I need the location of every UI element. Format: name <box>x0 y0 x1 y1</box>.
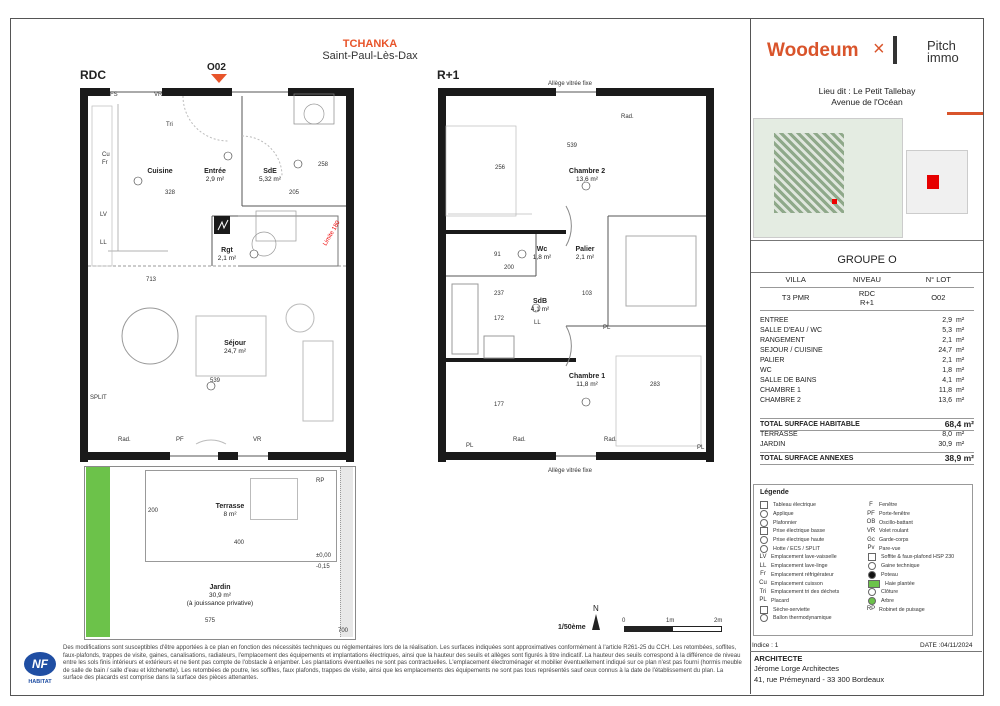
fs-label: FS <box>110 92 118 98</box>
annexe-name: TERRASSE <box>760 431 798 438</box>
legend-symbol-icon <box>868 588 876 596</box>
legend-item <box>758 579 868 588</box>
legend-symbol-icon: OB <box>866 519 876 526</box>
legend-symbol-icon <box>760 545 768 553</box>
lv-label: LV <box>100 212 107 218</box>
surface-unit: m² <box>956 347 965 354</box>
legend-label: Gaine technique <box>881 563 920 570</box>
legend-item <box>866 518 970 527</box>
legend-item <box>758 597 868 606</box>
scale-tick-1: 1m <box>666 618 675 624</box>
r1-dim-103: 103 <box>582 291 593 297</box>
legend-label: Garde-corps <box>879 537 909 544</box>
room-chambre2: Chambre 2 13,6 m² <box>568 168 606 183</box>
nf-logo-icon: NF <box>24 652 56 676</box>
legend-label: Fenêtre <box>879 502 898 509</box>
surface-row <box>760 396 974 406</box>
legend-symbol-icon <box>760 501 768 509</box>
project-city: Saint-Paul-Lès-Dax <box>322 50 418 62</box>
legend-item <box>866 544 970 553</box>
legend-item <box>866 605 970 614</box>
legend-symbol-icon: Gc <box>867 536 875 543</box>
legend-item <box>758 562 868 571</box>
legend-item <box>866 501 970 510</box>
surface-row <box>760 376 974 386</box>
legend-right <box>866 501 970 614</box>
surface-name: SALLE D'EAU / WC <box>760 327 823 334</box>
surface-unit: m² <box>956 337 965 344</box>
group-plan <box>906 150 968 214</box>
legend-item <box>758 501 868 510</box>
surface-value <box>930 346 974 356</box>
lot-col-num: N° LOT <box>925 275 951 284</box>
dim-713: 713 <box>146 277 157 283</box>
legend-item <box>758 527 868 536</box>
surface-value <box>930 376 974 386</box>
scale-ratio: 1/50ème <box>558 624 586 631</box>
brand-cross: × <box>873 38 885 60</box>
surface-row <box>760 356 974 366</box>
surfaces-table <box>760 316 974 406</box>
r1-pl-label: PL <box>603 325 611 331</box>
legend-symbol-icon <box>868 580 880 588</box>
legend-symbol-icon <box>760 606 768 614</box>
surface-name: SEJOUR / CUISINE <box>760 347 823 354</box>
room-chambre1: Chambre 1 11,8 m² <box>568 373 606 388</box>
lot-val-num: O02 <box>931 293 946 302</box>
divider-3 <box>760 287 974 288</box>
surface-number: 13,6 <box>938 397 952 404</box>
index-label: Indice : 1 <box>752 642 779 649</box>
limit-label: Limite 180 <box>322 220 342 247</box>
r1-rad2-label: Rad. <box>513 437 526 443</box>
disclaimer: Des modifications sont susceptibles d'être apportées à ce plan en fonction des nécessités techniques ou réglementaires lors de la réalisation. Les surfaces indiquées sont approximatives conformément à l'article R261-25 du CCH. Les retombées, soffites, faux-plafonds, trappes de visite, gaines, canalisations, radiateurs, l'emplacement des équipements et implantations électriques, ainsi que la hauteur des seuils et allèges sont figurés à titre indicatif. La hauteur des seuils correspond à la différence de niveau entre les sols finis intérieurs et extérieurs et ne tient pas compte de l'obstacle à enjamber. Les plantations éventuelles ne sont pas contractuelles. L'emplacement électroménager et mobilier éventuellement indiqué sur ce plan n'est pas fourni (hormis meuble de salle de bain / salle d'eau et kitchenette). Les retombées de poutre, les soffites, faux plafonds, trappes de visite, ainsi que les emplacements des équipements ne sont pas tous représentés sauf ceux connus à la date de l'établissement du plan. La surface des placards est comprise dans la surface des pièces attenantes. <box>63 645 742 682</box>
annexe-unit: m² <box>956 431 965 438</box>
pitch-logo-icon <box>893 36 911 64</box>
surface-value <box>930 386 974 396</box>
legend-symbol-icon: PL <box>759 597 767 604</box>
footer-divider <box>750 651 982 652</box>
garden-table <box>250 478 298 520</box>
annexe-row <box>760 440 974 450</box>
annexe-unit: m² <box>956 441 965 448</box>
legend-label: Emplacement lave-vaisselle <box>771 554 837 561</box>
surface-value <box>930 366 974 376</box>
legend-symbol-icon: RP <box>866 606 876 613</box>
legend-label: Haie plantée <box>885 580 915 587</box>
lot-val-niveau: RDC R+1 <box>858 289 876 307</box>
surface-value <box>930 356 974 366</box>
r1-dim-237: 237 <box>494 291 505 297</box>
legend-item <box>758 571 868 580</box>
surface-number: 5,3 <box>942 327 952 334</box>
legend-symbol-icon: F <box>869 501 873 508</box>
surface-unit: m² <box>956 317 965 324</box>
surface-name: ENTREE <box>760 317 789 324</box>
scale-bar <box>624 626 722 632</box>
vr-bottom-label: VR <box>253 437 262 443</box>
legend-symbol-icon: LV <box>759 553 767 560</box>
legend-symbol-icon <box>760 510 768 518</box>
legend-title: Légende <box>760 489 789 496</box>
legend-label: Sèche-serviette <box>773 606 810 613</box>
r1-rad3-label: Rad. <box>604 437 617 443</box>
legend-item <box>866 562 970 571</box>
vr-label: VR <box>154 92 163 98</box>
legend-label: Pare-vue <box>879 545 901 552</box>
lot-col-niveau: NIVEAU <box>853 275 881 284</box>
dim-700: 700 <box>338 628 349 634</box>
legend-label: Emplacement cuisson <box>771 580 823 587</box>
total-annexes: TOTAL SURFACE ANNEXES 38,9 m² <box>760 453 974 463</box>
r1-dim-539: 539 <box>567 143 578 149</box>
annexes-table <box>760 430 974 450</box>
location-block: Lieu dit : Le Petit Tallebay Avenue de l'Océan <box>818 86 916 107</box>
surface-row <box>760 326 974 336</box>
tri-label: Tri <box>166 122 173 128</box>
fence-right <box>340 467 353 637</box>
room-cuisine: Cuisine <box>147 168 173 175</box>
architect-title: ARCHITECTE <box>754 654 803 663</box>
project-title: TCHANKA <box>342 38 398 50</box>
dim-200: 200 <box>148 508 159 514</box>
legend-label: Prise électrique haute <box>773 537 825 544</box>
r1-rad-label: Rad. <box>621 114 634 120</box>
surface-number: 24,7 <box>938 347 952 354</box>
legend-label: Plafonnier <box>773 519 797 526</box>
architect-name: Jérome Lorge Architectes <box>754 664 840 673</box>
legend-item <box>866 588 970 597</box>
legend-item <box>758 510 868 519</box>
legend-label: Ballon thermodynamique <box>773 615 832 622</box>
legend-label: Applique <box>773 511 794 518</box>
nf-logo-sub: HABITAT <box>28 679 52 685</box>
cu-label: Cu <box>102 152 110 158</box>
room-sde: SdE 5,32 m² <box>258 168 282 183</box>
bottom-window-note: Allège vitrée fixe <box>548 468 593 474</box>
annexe-number: 8,0 <box>942 431 952 438</box>
legend-label: Oscillo-battant <box>879 519 913 526</box>
divider-1 <box>751 240 983 241</box>
surface-number: 2,1 <box>942 337 952 344</box>
legend-box <box>753 484 973 636</box>
r1-dim-177: 177 <box>494 402 505 408</box>
legend-label: Emplacement lave-linge <box>771 563 828 570</box>
room-entree: Entrée 2,9 m² <box>204 168 226 183</box>
legend-label: Emplacement réfrigérateur <box>771 571 834 578</box>
room-rgt: Rgt 2,1 m² <box>217 247 237 262</box>
level-rdc-label: RDC <box>80 68 106 82</box>
legend-label: Porte-fenêtre <box>879 511 910 518</box>
r1-dim-283: 283 <box>650 382 661 388</box>
legend-symbol-icon: PF <box>867 510 875 517</box>
legend-item <box>866 527 970 536</box>
room-jardin: Jardin 30,9 m² (à jouissance privative) <box>186 584 254 607</box>
level-bottom: -0,15 <box>316 564 330 570</box>
r1-dim-91: 91 <box>494 252 501 258</box>
annexe-value <box>930 440 974 450</box>
legend-item <box>758 588 868 597</box>
dim-205: 205 <box>289 190 300 196</box>
surface-unit: m² <box>956 327 965 334</box>
legend-label: Hotte / ECS / SPLIT <box>773 545 821 552</box>
legend-item <box>758 536 868 545</box>
surface-row <box>760 316 974 326</box>
r1-dim-200: 200 <box>504 265 515 271</box>
annexe-number: 30,9 <box>938 441 952 448</box>
room-wc: Wc 1,8 m² <box>532 246 552 261</box>
dim-328: 328 <box>165 190 176 196</box>
lot-header-cols <box>760 275 974 284</box>
surface-number: 2,1 <box>942 357 952 364</box>
room-sejour: Séjour 24,7 m² <box>223 340 247 355</box>
surface-row <box>760 386 974 396</box>
architect-address: 41, rue Prémeynard - 33 300 Bordeaux <box>754 675 885 684</box>
top-window-note: Allège vitrée fixe <box>548 81 593 87</box>
surface-value <box>930 396 974 406</box>
rdc-floorplan <box>78 86 358 466</box>
legend-symbol-icon <box>760 519 768 527</box>
north-letter: N <box>593 604 599 613</box>
ll-label: LL <box>100 240 107 246</box>
surface-number: 11,8 <box>938 387 952 394</box>
level-r1-label: R+1 <box>437 68 460 82</box>
legend-item <box>866 579 970 588</box>
woodeum-logo: Woodeum <box>767 40 859 61</box>
lot-highlight <box>927 175 939 189</box>
surface-value <box>930 326 974 336</box>
surface-value <box>930 336 974 346</box>
surface-unit: m² <box>956 387 965 394</box>
legend-symbol-icon <box>868 553 876 561</box>
annexe-value <box>930 430 974 440</box>
lot-header-vals <box>760 289 974 307</box>
legend-symbol-icon: Fr <box>760 571 766 578</box>
legend-symbol-icon: Pv <box>867 545 875 552</box>
accent-bar <box>947 112 983 115</box>
legend-item <box>758 614 868 623</box>
scale-tick-2: 2m <box>714 618 723 624</box>
level-top: ±0,00 <box>316 553 331 559</box>
pf-label: PF <box>176 437 184 443</box>
surface-unit: m² <box>956 397 965 404</box>
legend-label: Placard <box>771 597 789 604</box>
surface-unit: m² <box>956 367 965 374</box>
legend-left <box>758 501 868 623</box>
legend-label: Poteau <box>881 571 898 578</box>
legend-label: Robinet de puisage <box>879 606 925 613</box>
dim-539: 539 <box>210 378 221 384</box>
legend-item <box>866 597 970 606</box>
rp-label: RP <box>316 478 325 484</box>
total-habitable: TOTAL SURFACE HABITABLE 68,4 m² <box>760 419 974 429</box>
legend-item <box>758 605 868 614</box>
fr-label: Fr <box>102 160 108 166</box>
surface-number: 4,1 <box>942 377 952 384</box>
legend-symbol-icon: Cu <box>759 580 767 587</box>
surface-name: CHAMBRE 1 <box>760 387 801 394</box>
split-label: SPLIT <box>90 395 107 401</box>
r1-pl3-label: PL <box>697 445 705 451</box>
lot-col-villa: VILLA <box>785 275 806 284</box>
group-title: GROUPE O <box>837 254 897 266</box>
site-map <box>753 118 903 238</box>
legend-label: Clôture <box>881 589 899 596</box>
room-sdb: SdB 4,1 m² <box>530 298 550 313</box>
surface-number: 1,8 <box>942 367 952 374</box>
surface-unit: m² <box>956 357 965 364</box>
room-palier: Palier 2,1 m² <box>575 246 595 261</box>
surface-row <box>760 336 974 346</box>
date-label: DATE :04/11/2024 <box>920 642 973 649</box>
r1-ll-label: LL <box>534 320 541 326</box>
surface-name: WC <box>760 367 772 374</box>
surface-row <box>760 346 974 356</box>
legend-label: Soffite & faux-plafond HSP 230 <box>881 554 955 561</box>
legend-symbol-icon <box>868 597 876 605</box>
legend-item <box>866 553 970 562</box>
legend-item <box>758 544 868 553</box>
legend-label: Tableau électrique <box>773 502 816 509</box>
lot-tag: O02 <box>207 62 226 73</box>
legend-label: Arbre <box>881 597 894 604</box>
legend-item <box>866 536 970 545</box>
r1-pl2-label: PL <box>466 443 474 449</box>
north-arrow-icon <box>592 614 600 630</box>
dim-575: 575 <box>205 618 216 624</box>
legend-label: Volet roulant <box>879 528 909 535</box>
legend-symbol-icon: LL <box>759 562 767 569</box>
site-marker-icon <box>832 199 837 204</box>
room-terrasse: Terrasse 8 m² <box>215 503 245 518</box>
surface-name: SALLE DE BAINS <box>760 377 817 384</box>
entrance-arrow-icon <box>211 74 227 83</box>
r1-dim-172: 172 <box>494 316 505 322</box>
legend-item <box>758 553 868 562</box>
legend-symbol-icon: Tri <box>759 588 767 595</box>
legend-item <box>866 510 970 519</box>
legend-symbol-icon <box>760 527 768 535</box>
scale-tick-0: 0 <box>622 618 626 624</box>
legend-label: Prise électrique basse <box>773 528 826 535</box>
lot-val-villa: T3 PMR <box>781 293 810 302</box>
surface-name: PALIER <box>760 357 785 364</box>
surface-name: RANGEMENT <box>760 337 805 344</box>
legend-symbol-icon <box>760 536 768 544</box>
legend-item <box>758 518 868 527</box>
surface-name: CHAMBRE 2 <box>760 397 801 404</box>
legend-label: Emplacement tri des déchets <box>771 589 840 596</box>
rad-label: Rad. <box>118 437 131 443</box>
legend-symbol-icon <box>760 614 768 622</box>
surface-number: 2,9 <box>942 317 952 324</box>
pitch-logo-text: Pitch immo <box>927 38 959 65</box>
divider-2 <box>751 272 983 273</box>
annexe-row <box>760 430 974 440</box>
surface-value <box>930 316 974 326</box>
legend-symbol-icon <box>868 571 876 579</box>
surface-unit: m² <box>956 377 965 384</box>
annexe-name: JARDIN <box>760 441 786 448</box>
divider-4 <box>760 310 974 311</box>
surface-row <box>760 366 974 376</box>
r1-dim-256: 256 <box>495 165 506 171</box>
legend-symbol-icon <box>868 562 876 570</box>
dim-258: 258 <box>318 162 329 168</box>
hedge-left <box>86 467 110 637</box>
legend-symbol-icon: VR <box>866 527 876 534</box>
legend-item <box>866 571 970 580</box>
dim-400: 400 <box>234 540 245 546</box>
